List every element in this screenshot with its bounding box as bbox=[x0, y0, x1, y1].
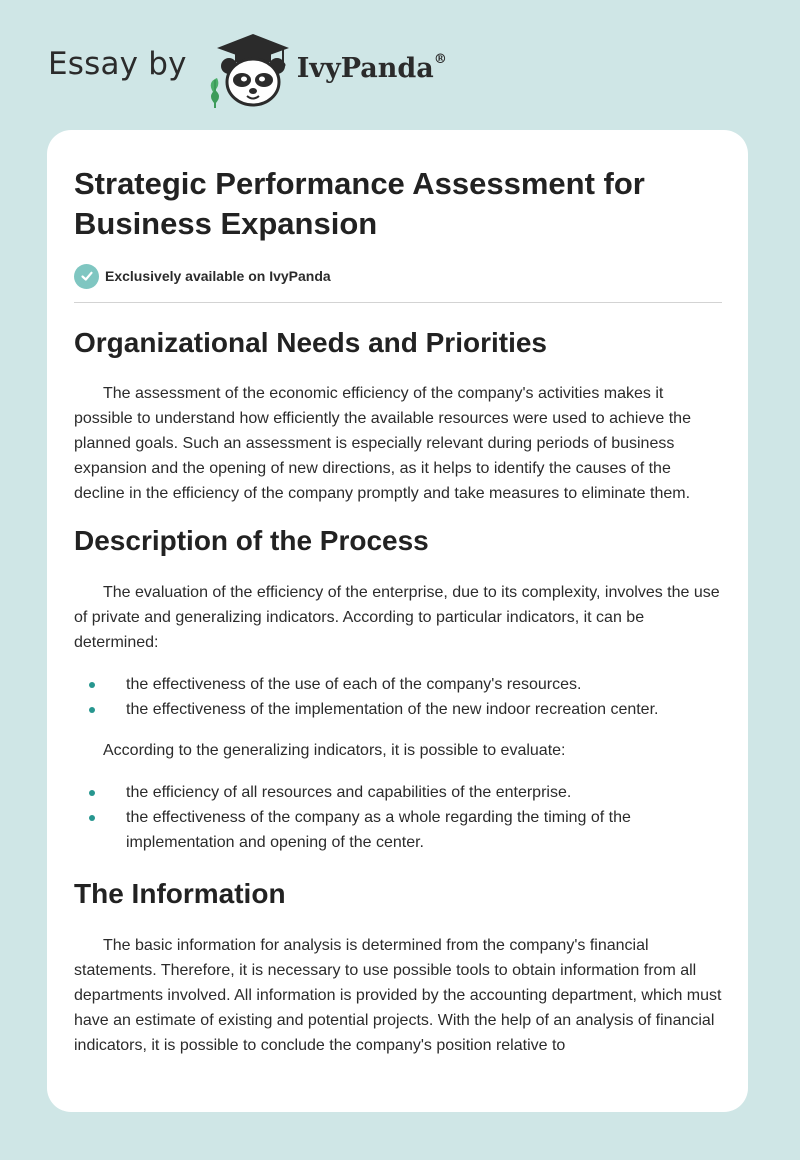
brand-name[interactable]: IvyPanda® bbox=[296, 51, 447, 84]
check-circle-icon bbox=[74, 264, 99, 289]
section-paragraph: The evaluation of the efficiency of the enterprise, due to its complexity, involves the use of private and generalizing indicators. According to particular indicators, it can be determined: bbox=[74, 584, 720, 651]
site-header bbox=[48, 30, 447, 110]
bullet-list bbox=[74, 780, 722, 855]
essay-by-label: Essay by bbox=[48, 46, 187, 82]
exclusive-badge bbox=[74, 262, 722, 290]
essay-title: Strategic Performance Assessment for Business Expansion bbox=[74, 166, 645, 241]
section-heading: The Information bbox=[74, 878, 286, 909]
bullet-dot bbox=[89, 815, 95, 821]
list-item: the effectiveness of the implementation of the new indoor recreation center. bbox=[74, 697, 722, 722]
section-heading: Description of the Process bbox=[74, 525, 429, 556]
registered-mark: ® bbox=[433, 51, 447, 67]
panda-graduate-icon[interactable] bbox=[203, 30, 295, 110]
list-item: the effectiveness of the use of each of the company's resources. bbox=[74, 672, 722, 697]
essay-card bbox=[47, 130, 748, 1112]
list-item: the effectiveness of the company as a whole regarding the timing of the implementation and opening of the center. bbox=[74, 805, 722, 855]
section-heading: Organizational Needs and Priorities bbox=[74, 327, 548, 358]
bullet-dot bbox=[89, 707, 95, 713]
bullet-dot bbox=[89, 682, 95, 688]
section-paragraph: The basic information for analysis is determined from the company's financial statements. Therefore, it is necessary to use possible tools to obtain information from all departments involved. All information is provided by the accounting department, which must have an estimate of existing and potential projects. With the help of an analysis of financial indicators, it is possible to conclude the company's position relative to bbox=[74, 937, 722, 1054]
bullet-dot bbox=[89, 790, 95, 796]
list-item: the efficiency of all resources and capabilities of the enterprise. bbox=[74, 780, 722, 805]
bullet-list bbox=[74, 672, 722, 722]
title-divider bbox=[74, 302, 722, 303]
section-paragraph: According to the generalizing indicators, it is possible to evaluate: bbox=[103, 742, 566, 759]
exclusive-text: Exclusively available on IvyPanda bbox=[105, 268, 331, 284]
section-paragraph: The assessment of the economic efficiency of the company's activities makes it possible to understand how efficiently the available resources were used to achieve the planned goals. Such an assessment is especially relevant during periods of business expansion and the opening of new directions, as it helps to identify the causes of the decline in the efficiency of the company promptly and take measures to eliminate them. bbox=[74, 385, 691, 502]
